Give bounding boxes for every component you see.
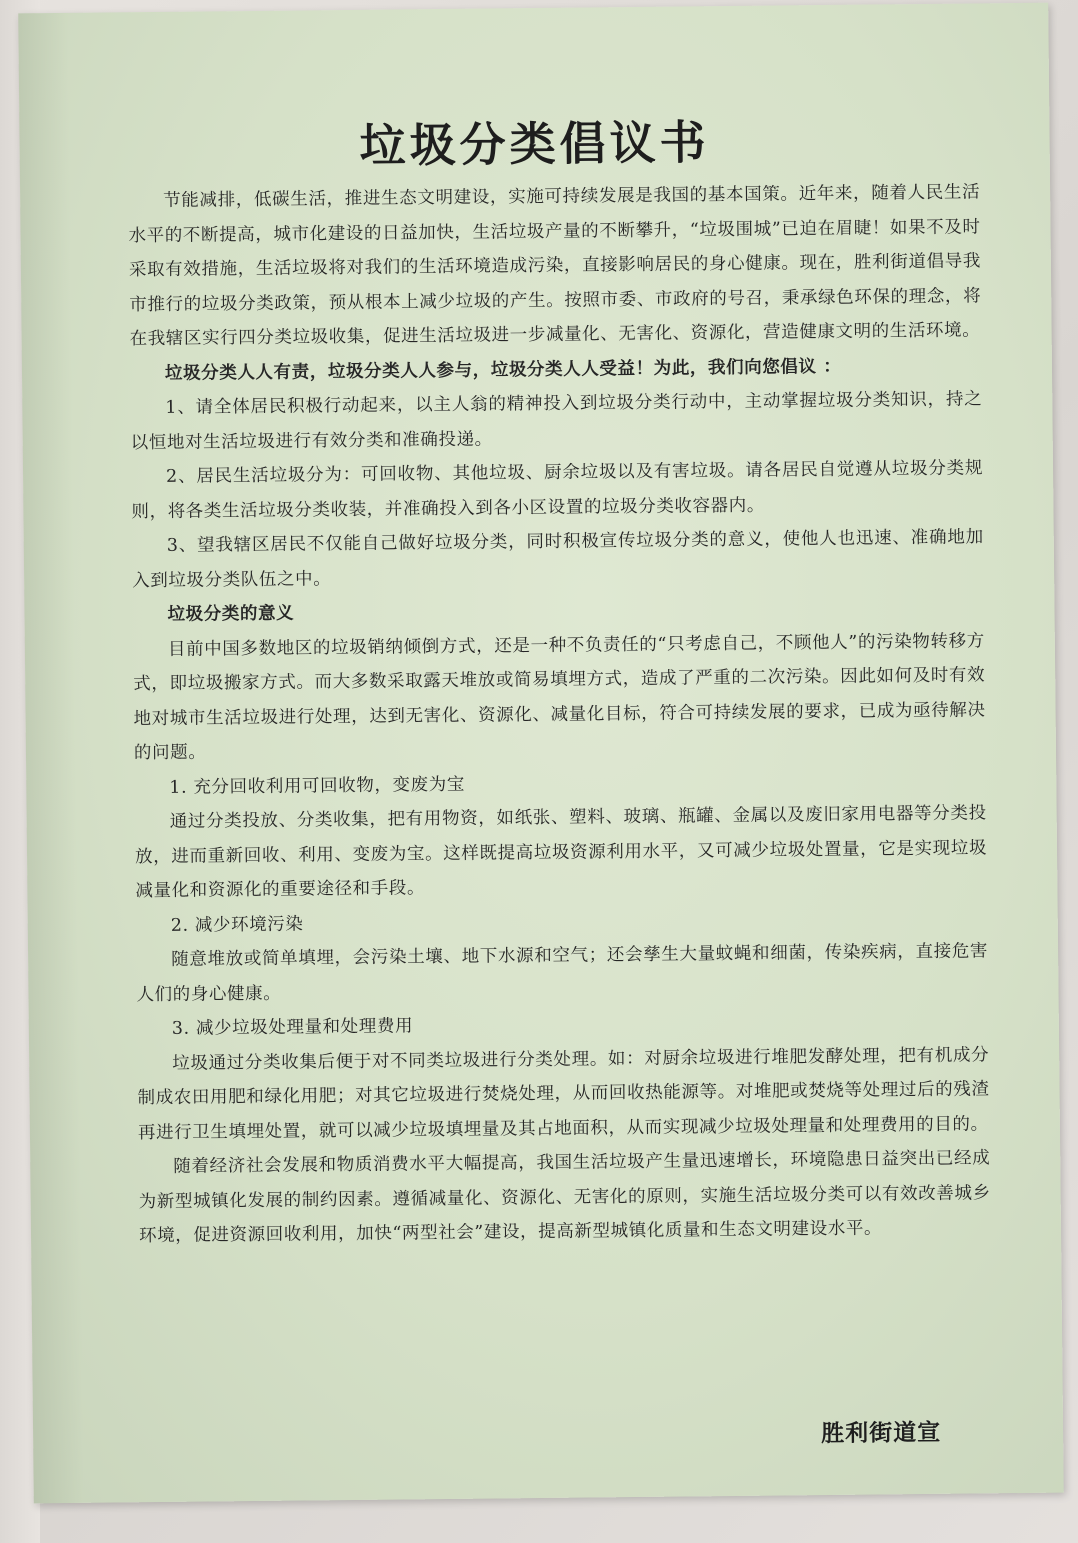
significance-heading: 垃圾分类的意义 <box>167 603 295 625</box>
closing-paragraph: 随着经济社会发展和物质消费水平大幅提高，我国生活垃圾产生量迅速增长，环境隐患日益突出已经成为新型城镇化发展的制约因素。遵循减量化、资源化、无害化的原则，实施生活垃圾分类可以有效改善城乡环境，促进资源回收利用，加快“两型社会”建设，提高新型城镇化质量和生态文明建设水平。 <box>138 1148 991 1247</box>
significance-point-3-text: 垃圾通过分类收集后便于对不同类垃圾进行分类处理。如：对厨余垃圾进行堆肥发酵处理，把有机成分制成农田用肥和绿化用肥；对其它垃圾进行焚烧处理，从而回收热能源等。对堆肥或焚烧等处理过后的残渣再进行卫生填埋处置，就可以减少垃圾填埋量及其占地面积，从而实现减少垃圾处理量和处理费用的目的。 <box>137 1044 990 1143</box>
document-title: 垃圾分类倡议书 <box>359 115 710 173</box>
signature: 胜利街道宣 <box>821 1419 942 1448</box>
document-body <box>128 175 991 1253</box>
intro-paragraph: 节能减排，低碳生活，推进生态文明建设，实施可持续发展是我国的基本国策。近年来，随着人民生活水平的不断提高，城市化建设的日益加快，生活垃圾产量的不断攀升，“垃圾围城”已迫在眉睫！如果不及时采取有效措施，生活垃圾将对我们的生活环境造成污染，直接影响居民的身心健康。现在，胜利街道倡导我市推行的垃圾分类政策，预从根本上减少垃圾的产生。按照市委、市政府的号召，秉承绿色环保的理念，将在我辖区实行四分类垃圾收集，促进生活垃圾进一步减量化、无害化、资源化，营造健康文明的生活环境。 <box>128 182 982 350</box>
proposal-item-1: 1、请全体居民积极行动起来，以主人翁的精神投入到垃圾分类行动中，主动掌握垃圾分类知识，持之以恒地对生活垃圾进行有效分类和准确投递。 <box>130 389 983 453</box>
proposal-sheet <box>18 3 1064 1504</box>
proposal-item-2: 2、居民生活垃圾分为：可回收物、其他垃圾、厨余垃圾以及有害垃圾。请各居民自觉遵从垃圾分类规则，将各类生活垃圾分类收装，并准确投入到各小区设置的垃圾分类收容器内。 <box>131 458 984 522</box>
significance-point-2-title: 2. 减少环境污染 <box>170 913 304 936</box>
significance-point-3-title: 3. 减少垃圾处理量和处理费用 <box>171 1016 414 1039</box>
proposal-item-3: 3、望我辖区居民不仅能自己做好垃圾分类，同时积极宣传垃圾分类的意义，使他人也迅速、准确地加入到垃圾分类队伍之中。 <box>132 527 984 591</box>
significance-point-1-title: 1. 充分回收利用可回收物，变废为宝 <box>169 774 465 798</box>
significance-point-1-text: 通过分类投放、分类收集，把有用物资，如纸张、塑料、玻璃、瓶罐、金属以及废旧家用电器等分类投放，进而重新回收、利用、变废为宝。这样既提高垃圾资源利用水平，又可减少垃圾处置量，它是实现垃圾减量化和资源化的重要途径和手段。 <box>134 803 988 902</box>
significance-intro: 目前中国多数地区的垃圾销纳倾倒方式，还是一种不负责任的“只考虑自己，不顾他人”的污染物转移方式，即垃圾搬家方式。而大多数采取露天堆放或简易填埋方式，造成了严重的二次污染。因此如何及时有效地对城市生活垃圾进行处理，达到无害化、资源化、减量化目标，符合可持续发展的要求，已成为亟待解决的问题。 <box>133 630 986 764</box>
significance-point-2-text: 随意堆放或简单填埋，会污染土壤、地下水源和空气；还会孳生大量蚊蝇和细菌，传染疾病，直接危害人们的身心健康。 <box>136 941 989 1005</box>
proposal-heading: 垃圾分类人人有责，垃圾分类人人参与，垃圾分类人人受益！为此，我们向您倡议 ： <box>164 356 842 384</box>
